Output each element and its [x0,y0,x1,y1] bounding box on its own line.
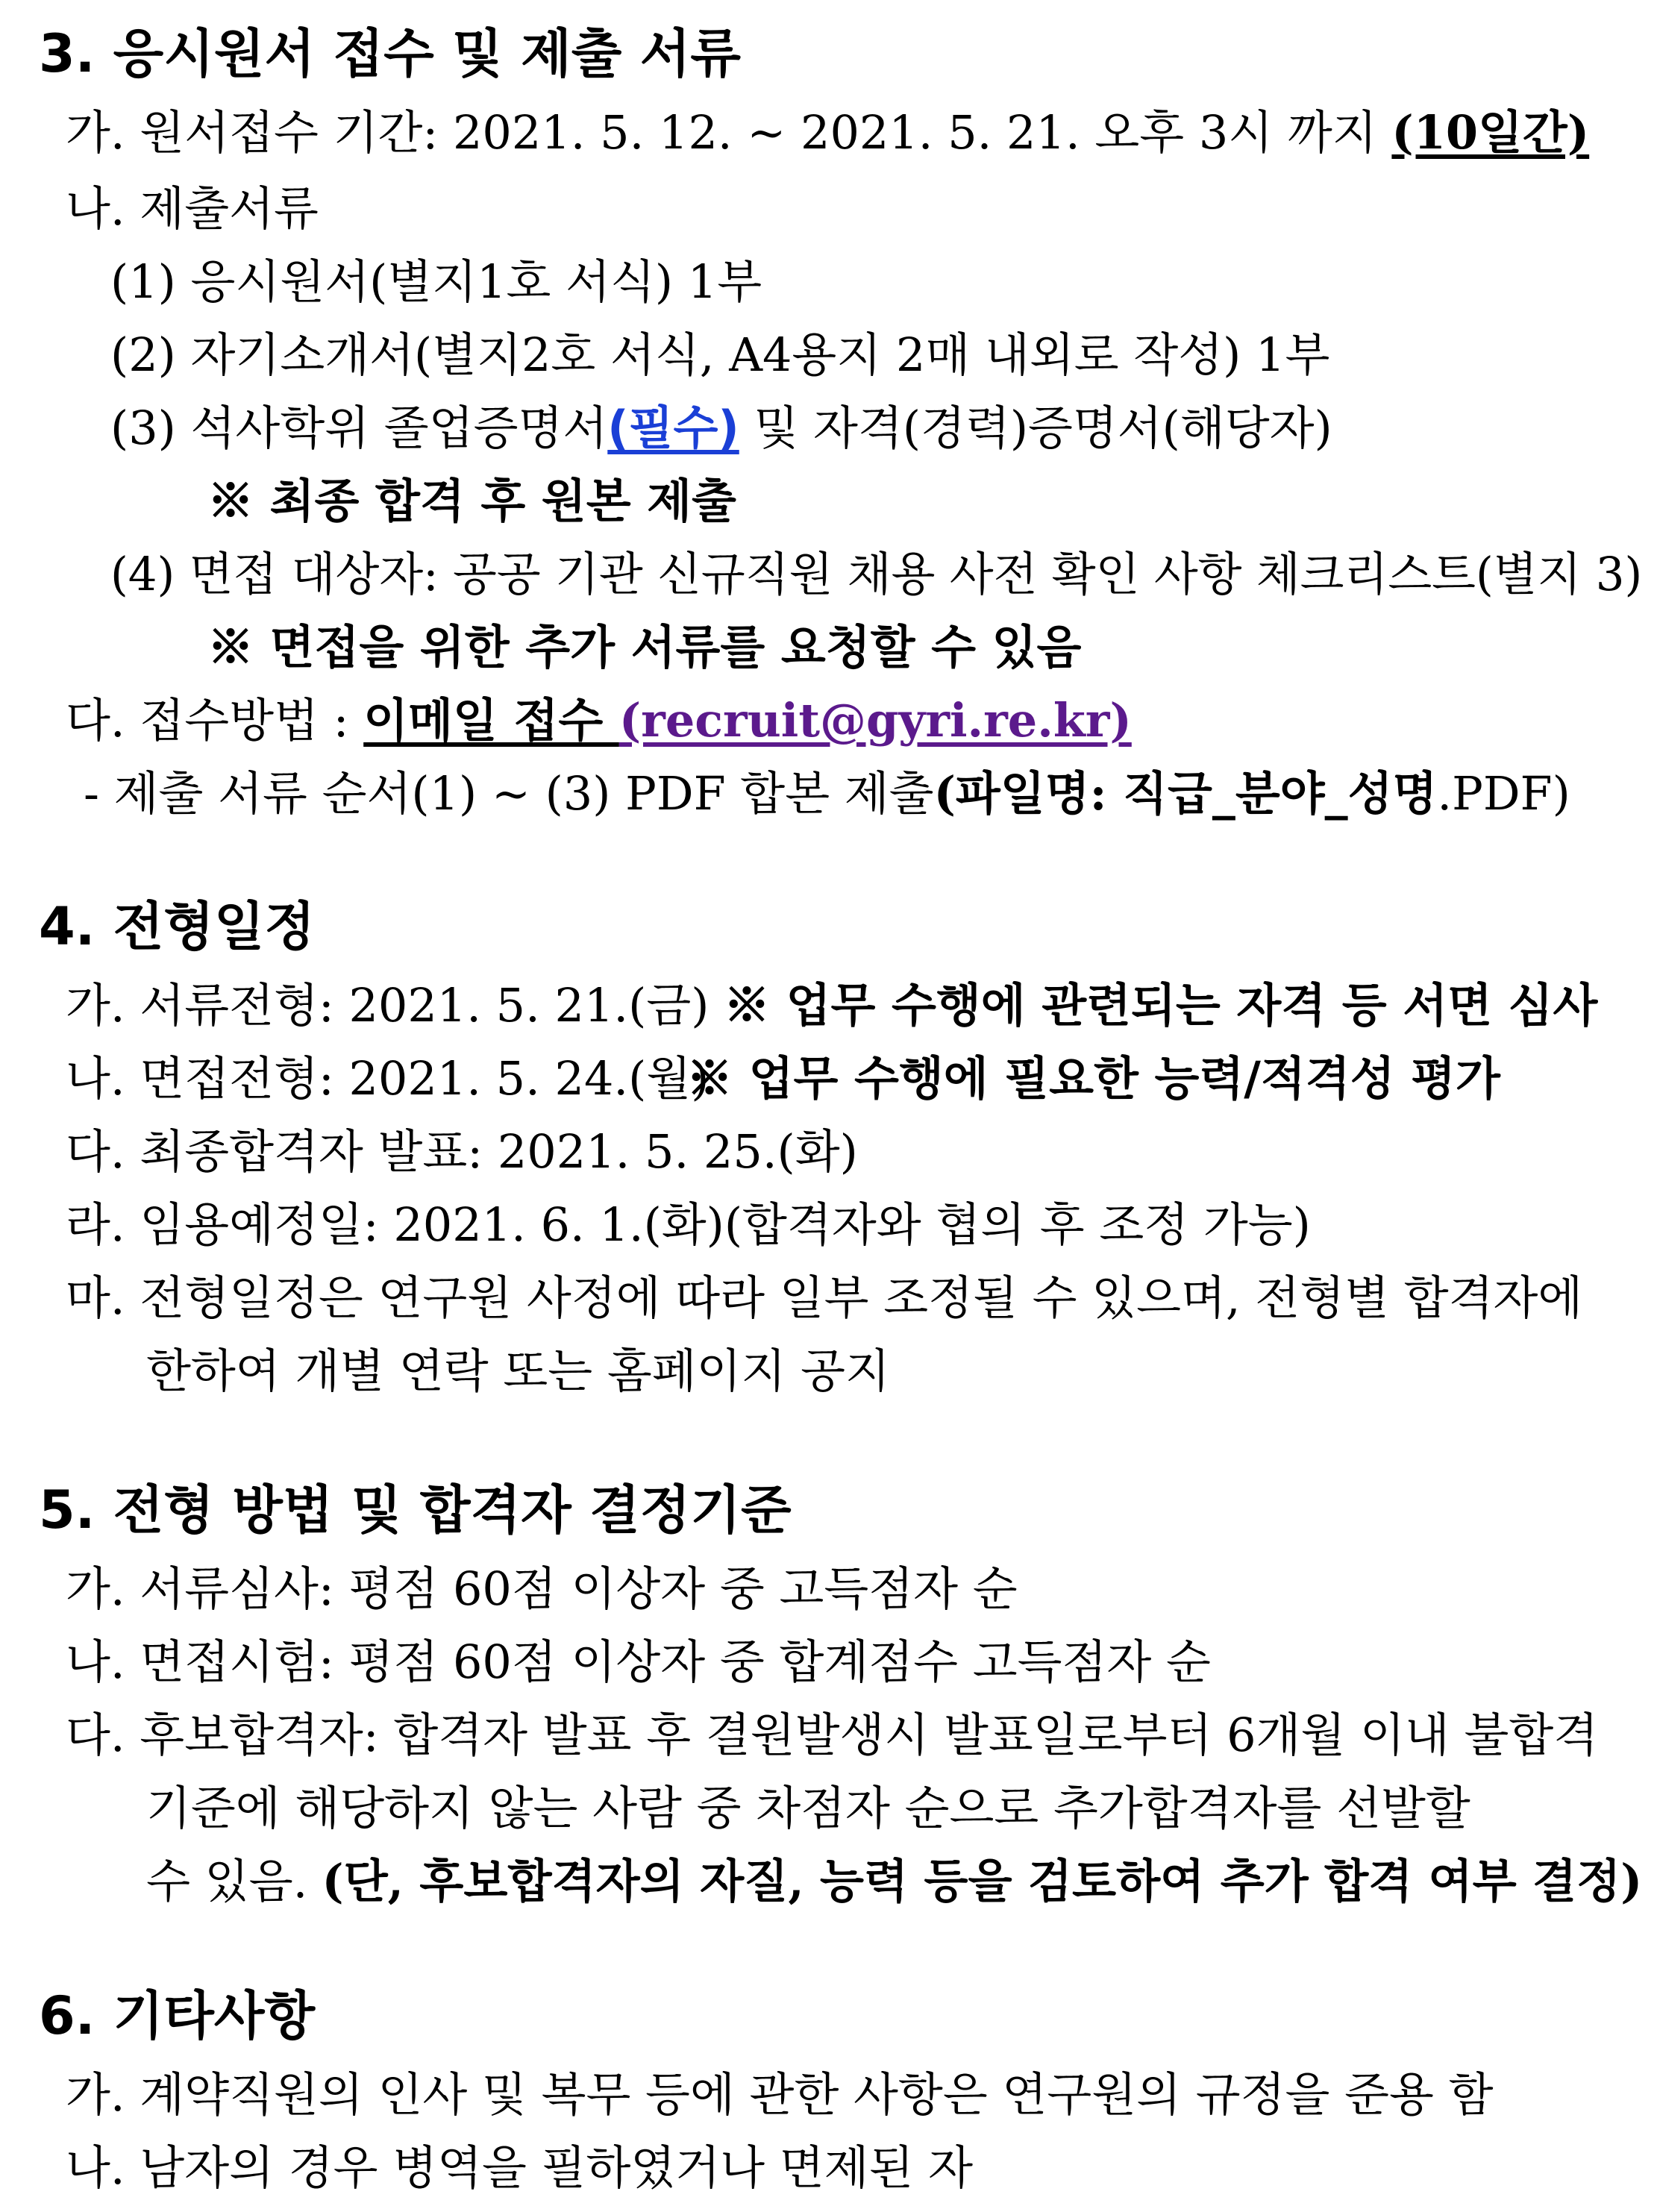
sec3-dash-text: - 제출 서류 순서(1) ~ (3) PDF 합본 제출 [84,766,934,821]
sec3-ga-text: 가. 원서접수 기간: 2021. 5. 12. ~ 2021. 5. 21. 오후 3시 까지 [66,105,1392,160]
sec3-item-na: 나. 제출서류 [66,181,319,236]
sec5-item-da-cont2 [146,1853,1642,1910]
email-link[interactable]: (recruit@gyri.re.kr) [618,693,1132,748]
sec4-item-ga: 가. 서류전형: 2021. 5. 21.(금) [66,978,710,1033]
sec4-na-note: ※ 업무 수행에 필요한 능력/적격성 평가 [686,1051,1500,1106]
sec5-da3-bold: (단, 후보합격자의 자질, 능력 등을 검토하여 추가 합격 여부 결정) [322,1854,1643,1908]
sec5-item-da-cont: 기준에 해당하지 않는 사람 중 차점자 순으로 추가합격자를 선발할 [146,1781,1470,1835]
sec3-doc-3-suffix: 및 자격(경력)증명서(해당자) [739,401,1332,455]
sec5-da3-text: 수 있음. [146,1854,322,1908]
sec3-dash-suffix: .PDF) [1437,766,1570,821]
sec3-doc-3-text: (3) 석사학위 졸업증명서 [110,401,608,455]
section-5-heading: 5. 전형 방법 및 합격자 결정기준 [39,1479,792,1541]
sec4-item-na: 나. 면접전형: 2021. 5. 24.(월) [66,1051,710,1106]
sec3-doc-3 [110,400,1332,457]
sec5-item-na: 나. 면접시험: 평점 60점 이상자 중 합계점수 고득점자 순 [66,1635,1211,1689]
sec3-note-original: ※ 최종 합격 후 원본 제출 [207,474,736,528]
sec3-item-da [66,692,1132,749]
section-6-heading: 6. 기타사항 [39,1985,316,2046]
sec6-item-ga: 가. 계약직원의 인사 및 복무 등에 관한 사항은 연구원의 규정을 준용 함 [66,2067,1494,2122]
submission-method: 이메일 접수 [363,693,619,748]
sec4-ga-note: ※ 업무 수행에 관련되는 자격 등 서면 심사 [724,978,1598,1033]
sec3-filename: (파일명: 직급_분야_성명 [933,766,1438,821]
sec3-note-extra: ※ 면접을 위한 추가 서류를 요청할 수 있음 [207,620,1082,674]
sec4-item-ma-cont: 한하여 개별 연락 또는 홈페이지 공지 [146,1344,890,1398]
sec5-item-da: 다. 후보합격자: 합격자 발표 후 결원발생시 발표일로부터 6개월 이내 불합격 [66,1708,1599,1762]
sec3-item-ga [66,104,1589,161]
sec4-item-da: 다. 최종합격자 발표: 2021. 5. 25.(화) [66,1124,858,1179]
sec3-da-label: 다. 접수방법 : [66,693,364,748]
required-badge: (필수) [607,401,739,455]
sec6-item-na: 나. 남자의 경우 병역을 필하였거나 면제된 자 [66,2140,974,2195]
sec3-doc-1: (1) 응시원서(별지1호 서식) 1부 [110,254,762,309]
section-3-heading: 3. 응시원서 접수 및 제출 서류 [39,23,741,84]
sec3-doc-2: (2) 자기소개서(별지2호 서식, A4용지 2매 내외로 작성) 1부 [110,328,1330,382]
sec3-submission-note [84,765,1570,822]
sec3-doc-4: (4) 면접 대상자: 공공 기관 신규직원 채용 사전 확인 사항 체크리스트(별지 3) [110,547,1643,601]
sec4-item-ma: 마. 전형일정은 연구원 사정에 따라 일부 조정될 수 있으며, 전형별 합격자에 [66,1271,1583,1325]
sec3-ga-days: (10일간) [1391,105,1590,160]
sec4-item-ra: 라. 임용예정일: 2021. 6. 1.(화)(합격자와 협의 후 조정 가능) [66,1197,1311,1252]
section-4-heading: 4. 전형일정 [39,896,316,957]
sec5-item-ga: 가. 서류심사: 평점 60점 이상자 중 고득점자 순 [66,1561,1018,1616]
